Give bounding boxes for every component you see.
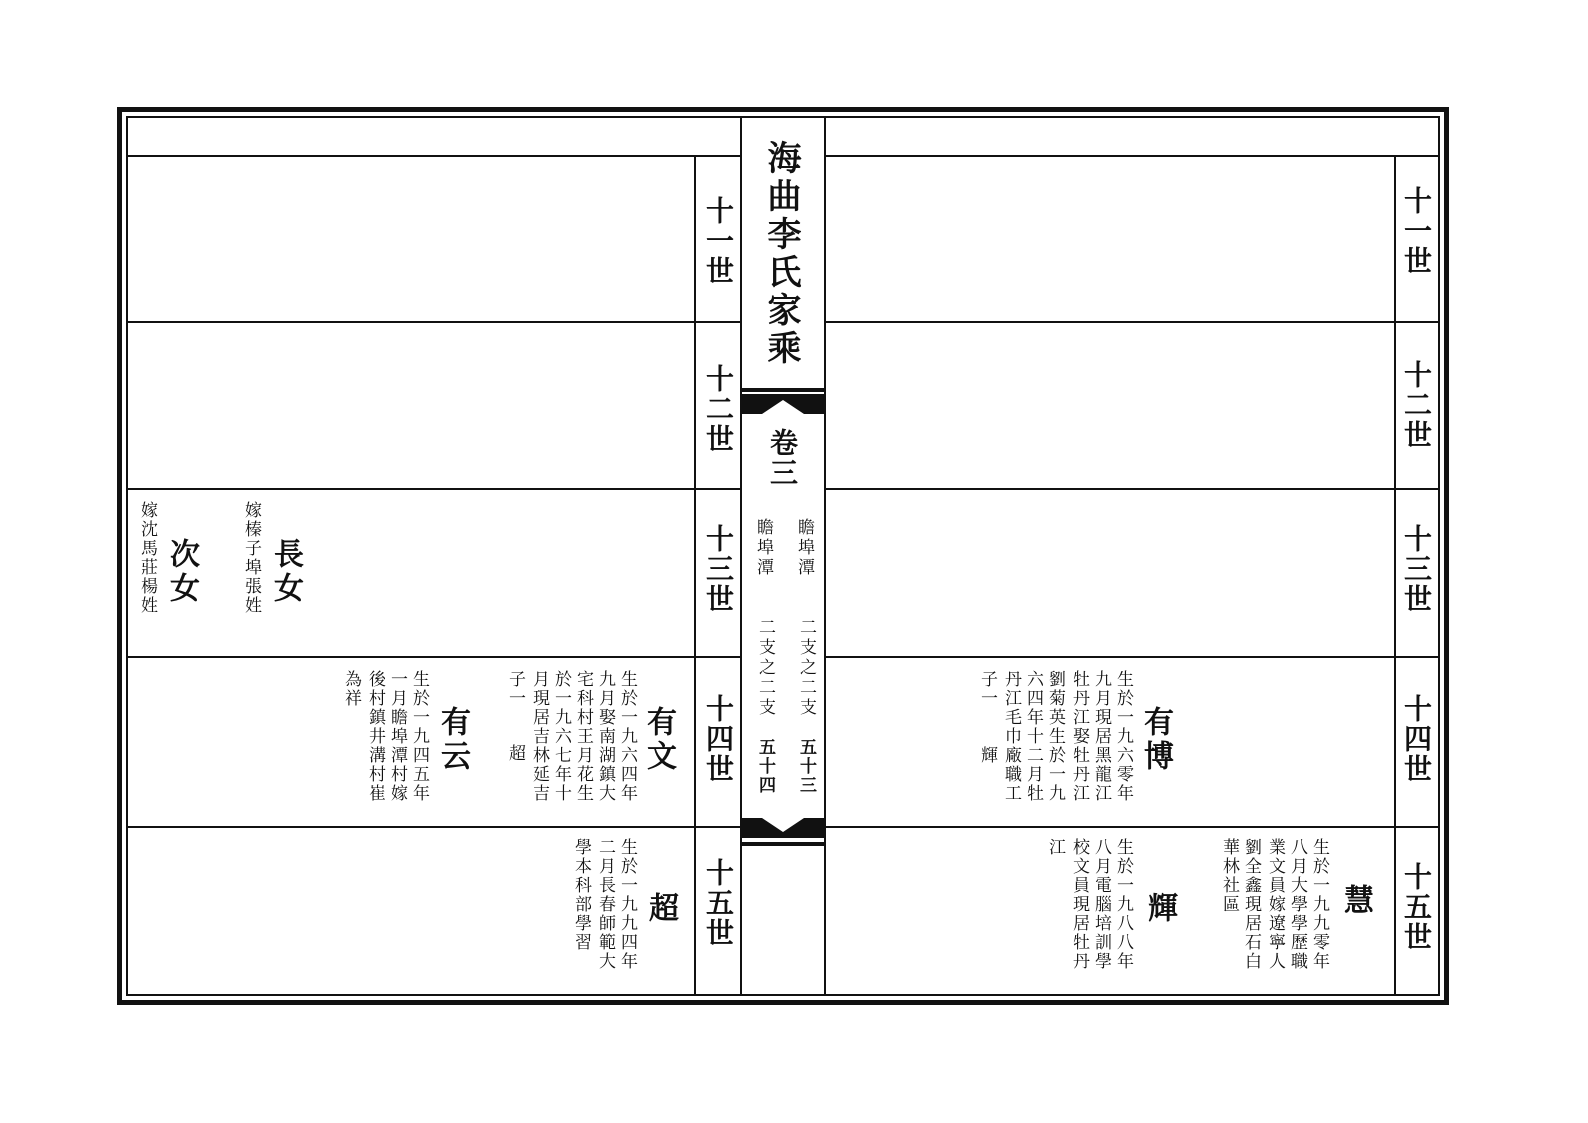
fishtail-bottom [742, 818, 824, 850]
spine-right-place: 瞻埠潭 [794, 518, 814, 578]
person-name-elder-daughter: 長女 [268, 538, 303, 606]
right-row-line-2 [824, 488, 1440, 490]
person-name-chao: 超 [643, 892, 678, 926]
person-note-youbo-4: 劉菊英生於一九 [1045, 670, 1065, 803]
person-note-youwen-6: 子一 [505, 670, 525, 708]
spine-title: 海曲李氏家乘 [761, 140, 801, 368]
person-note-youwen-1: 生於一九六四年 [617, 670, 637, 803]
person-name-hui-son: 輝 [1142, 892, 1177, 926]
person-note-hui-son-3: 校文員現居牡丹 [1069, 838, 1089, 971]
person-note-chao-3: 學本科部學習 [571, 838, 591, 952]
person-note-youbo-5: 六四年十二月牡 [1023, 670, 1043, 803]
left-gen-14-label: 十四世 [702, 694, 735, 784]
person-note-youbo-7: 子一 [977, 670, 997, 708]
spine-left-line [740, 116, 742, 996]
person-note-youyun-2: 一月瞻埠潭村嫁 [387, 670, 407, 803]
person-note-youyun-1: 生於一九四五年 [409, 670, 429, 803]
person-note-youbo-3: 牡丹江娶牡丹江 [1069, 670, 1089, 803]
person-note-hui-4: 劉全鑫現居石白 [1241, 838, 1261, 971]
person-note-hui-son-4: 江 [1045, 838, 1065, 857]
left-gen-column-line [694, 155, 696, 996]
person-note-youbo-1: 生於一九六零年 [1113, 670, 1133, 803]
person-note-hui-3: 業文員嫁遼寧人 [1265, 838, 1285, 971]
person-name-hui-daughter: 慧 [1338, 884, 1373, 918]
spine-right-branch: 二支之二支 [796, 618, 816, 718]
person-note-youwen-3: 宅科村王月花生 [573, 670, 593, 803]
person-note-youwen-4: 於一九六七年十 [551, 670, 571, 803]
person-name-youwen: 有文 [641, 706, 676, 774]
left-gen-15-label: 十五世 [702, 858, 735, 948]
left-row-line-1 [126, 321, 740, 323]
spine-volume: 卷三 [766, 428, 799, 488]
person-note-hui-son-2: 八月電腦培訓學 [1091, 838, 1111, 971]
left-gen-12-label: 十二世 [702, 364, 735, 454]
person-note-hui-1: 生於一九九零年 [1309, 838, 1329, 971]
right-gen-column-line [1394, 155, 1396, 996]
left-row-line-2 [126, 488, 740, 490]
right-gen-11-label: 十一世 [1400, 186, 1433, 276]
left-header-line [126, 155, 740, 157]
person-note-chao-2: 二月長春師範大 [595, 838, 615, 971]
person-note-youyun-3: 後村鎮井溝村崔 [365, 670, 385, 803]
spine-right-line [824, 116, 826, 996]
right-row-line-1 [824, 321, 1440, 323]
person-note-hui-5: 華林社區 [1219, 838, 1239, 914]
person-note-hui-son-1: 生於一九八八年 [1113, 838, 1133, 971]
person-name-younger-daughter: 次女 [164, 538, 199, 606]
spine-left-place: 瞻埠潭 [753, 518, 773, 578]
person-note-youwen-5: 月現居吉林延吉 [529, 670, 549, 803]
person-note-hui-2: 八月大學學歷職 [1287, 838, 1307, 971]
person-name-youbo: 有博 [1138, 706, 1173, 774]
person-note-youbo-2: 九月現居黑龍江 [1091, 670, 1111, 803]
right-gen-12-label: 十二世 [1400, 360, 1433, 450]
right-gen-14-label: 十四世 [1400, 694, 1433, 784]
fishtail-top [742, 388, 824, 418]
left-row-line-4 [126, 826, 740, 828]
person-note-youbo-6: 丹江毛巾廠職工 [1001, 670, 1021, 803]
spine-left-branch: 二支之二支 [755, 618, 775, 718]
left-gen-11-label: 十一世 [702, 196, 735, 286]
person-note-younger-daughter: 嫁沈馬莊楊姓 [137, 501, 157, 615]
right-header-line [824, 155, 1440, 157]
person-note-chao-1: 生於一九九四年 [617, 838, 637, 971]
spine-left-page-number: 五十四 [755, 738, 775, 795]
spine-right-page-number: 五十三 [796, 738, 816, 795]
person-note-youyun-4: 為祥 [341, 670, 361, 708]
left-row-line-3 [126, 656, 740, 658]
right-row-line-3 [824, 656, 1440, 658]
person-note-youwen-2: 九月娶南湖鎮大 [595, 670, 615, 803]
person-note-youbo-8: 輝 [977, 746, 997, 765]
left-gen-13-label: 十三世 [702, 524, 735, 614]
person-note-youwen-7: 超 [505, 744, 525, 763]
right-row-line-4 [824, 826, 1440, 828]
right-gen-13-label: 十三世 [1400, 524, 1433, 614]
right-gen-15-label: 十五世 [1400, 862, 1433, 952]
person-name-youyun: 有云 [435, 706, 470, 774]
person-note-elder-daughter: 嫁榛子埠張姓 [241, 501, 261, 615]
